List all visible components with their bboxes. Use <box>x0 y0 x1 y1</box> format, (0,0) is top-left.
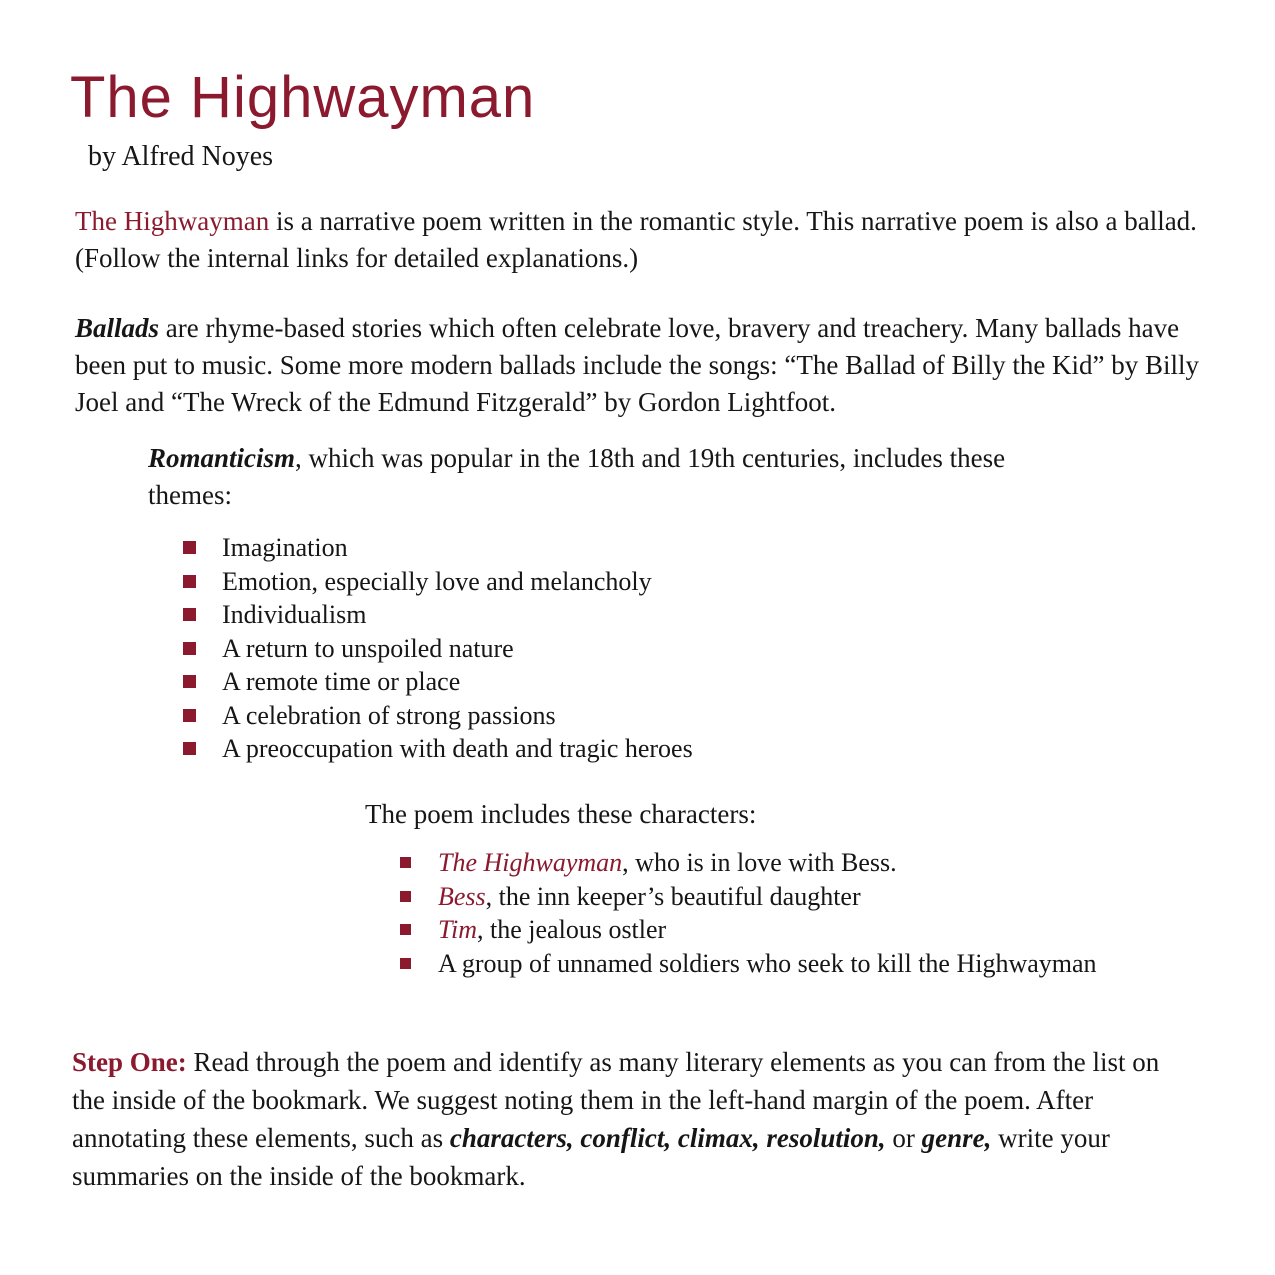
theme-item <box>183 732 693 766</box>
highwayman-link[interactable]: The Highwayman <box>75 206 270 236</box>
square-bullet-icon <box>183 608 196 621</box>
square-bullet-icon <box>183 742 196 755</box>
theme-text: A celebration of strong passions <box>222 700 556 730</box>
square-bullet-icon <box>400 857 411 868</box>
character-text: , the inn keeper’s beautiful daughter <box>485 881 861 911</box>
genre-emphasis: genre, <box>921 1123 992 1153</box>
character-item <box>400 913 1097 947</box>
characters-heading: The poem includes these characters: <box>365 799 757 829</box>
character-name-link[interactable]: The Highwayman <box>438 848 623 877</box>
character-item <box>400 880 1097 914</box>
square-bullet-icon <box>183 709 196 722</box>
intro-paragraph <box>75 203 1205 277</box>
character-text: , who is in love with Bess. <box>622 848 897 877</box>
step-one-text: write your summaries on the inside of the bookmark. <box>72 1123 1110 1191</box>
character-item <box>400 947 1097 981</box>
ballads-text: are rhyme-based stories which often celebrate love, bravery and treachery. Many ballads have been put to music. Some more modern ballads include the songs: “The Ballad of Billy the Kid” by Billy Joel and “The Wreck of the Edmund Fitzgerald” by Gordon Lightfoot. <box>75 313 1200 417</box>
square-bullet-icon <box>183 675 196 688</box>
theme-text: A remote time or place <box>222 667 461 696</box>
romanticism-paragraph <box>148 440 1033 514</box>
character-text: A group of unnamed soldiers who seek to kill the Highwayman <box>438 948 1097 978</box>
step-one-text: Read through the poem and identify as many literary elements as you can from the list on the inside of the bookmark. We suggest noting them in the left-hand margin of the poem. After annotating these elements, such as <box>72 1047 1160 1153</box>
theme-item <box>183 632 693 666</box>
theme-item <box>183 699 693 733</box>
theme-item <box>183 598 693 632</box>
page-title: The Highwayman <box>70 65 536 130</box>
byline: by Alfred Noyes <box>88 141 274 172</box>
square-bullet-icon <box>400 891 411 902</box>
characters-list <box>400 846 1097 980</box>
theme-item <box>183 665 693 699</box>
character-text: , the jealous ostler <box>477 915 667 944</box>
square-bullet-icon <box>183 642 196 655</box>
theme-text: Emotion, especially love and melancholy <box>222 566 652 596</box>
ballads-paragraph <box>75 310 1210 421</box>
character-name-link[interactable]: Bess <box>438 881 486 911</box>
step-one-label: Step One: <box>72 1047 187 1077</box>
theme-text: A return to unspoiled nature <box>222 633 514 663</box>
theme-item <box>183 531 693 565</box>
theme-text: Individualism <box>222 600 367 629</box>
square-bullet-icon <box>400 924 411 935</box>
ballads-term: Ballads <box>75 313 160 343</box>
theme-text: Imagination <box>222 533 348 562</box>
literary-elements-emphasis: characters, conflict, climax, resolution, <box>449 1123 886 1153</box>
square-bullet-icon <box>183 575 196 588</box>
character-name-link[interactable]: Tim <box>438 915 478 944</box>
themes-list <box>183 531 693 766</box>
character-item <box>400 846 1097 880</box>
romanticism-text: , which was popular in the 18th and 19th centuries, includes these themes: <box>148 443 1006 510</box>
step-one-paragraph <box>72 1043 1180 1195</box>
square-bullet-icon <box>183 541 196 554</box>
square-bullet-icon <box>400 958 411 969</box>
intro-text: is a narrative poem written in the romantic style. This narrative poem is also a ballad. (Follow the internal links for detailed explanations.) <box>75 206 1197 273</box>
romanticism-term: Romanticism <box>148 443 296 473</box>
theme-item <box>183 565 693 599</box>
step-one-text: or <box>885 1123 922 1153</box>
theme-text: A preoccupation with death and tragic heroes <box>222 734 693 763</box>
